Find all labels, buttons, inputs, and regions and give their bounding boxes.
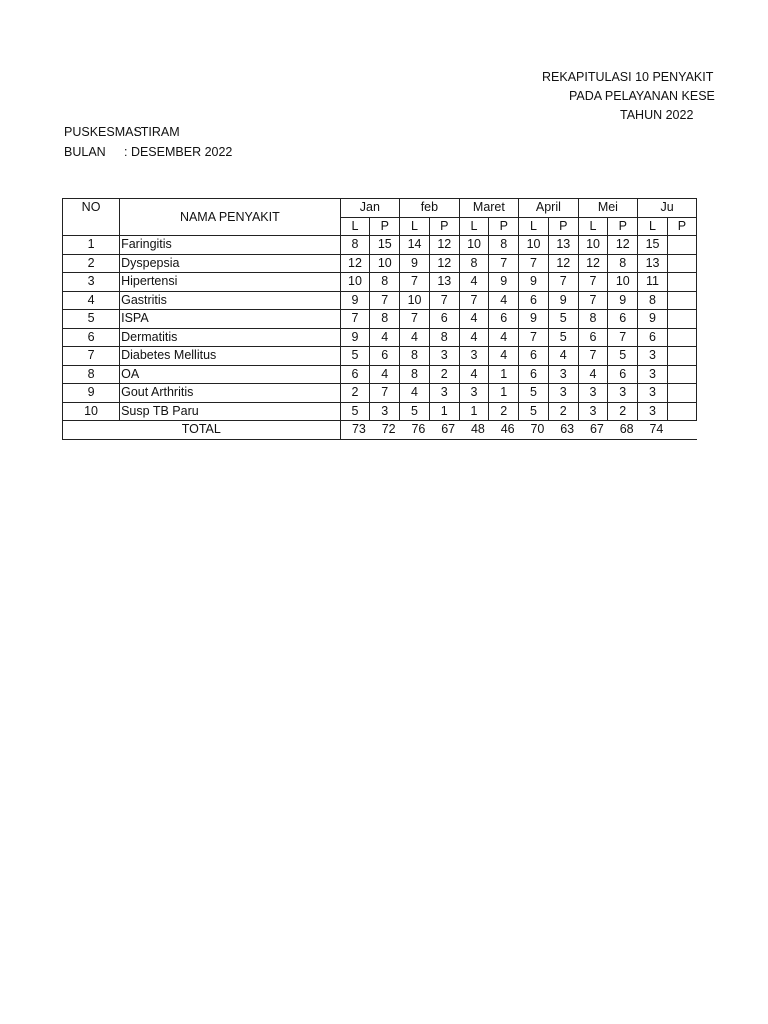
disease-name: OA [120, 365, 341, 384]
bulan-label: BULAN [64, 145, 106, 159]
case-count-cell: 6 [429, 310, 459, 329]
case-count-cell: 1 [489, 384, 519, 403]
case-count-cell [667, 236, 696, 255]
disease-name: Hipertensi [120, 273, 341, 292]
table-row [63, 402, 697, 421]
disease-recap-table [62, 198, 697, 440]
total-value: 73 [340, 421, 370, 440]
case-count-cell: 8 [370, 310, 400, 329]
case-count-cell: 9 [548, 291, 578, 310]
case-count-cell: 9 [489, 273, 519, 292]
case-count-cell: 2 [548, 402, 578, 421]
case-count-cell: 6 [638, 328, 668, 347]
case-count-cell [667, 402, 696, 421]
disease-name: Dermatitis [120, 328, 341, 347]
table-row [63, 365, 697, 384]
bulan-row [64, 145, 232, 159]
case-count-cell: 13 [548, 236, 578, 255]
sub-header-l: L [400, 217, 430, 236]
case-count-cell: 12 [578, 254, 608, 273]
row-number: 1 [63, 236, 120, 255]
row-number: 6 [63, 328, 120, 347]
row-number: 4 [63, 291, 120, 310]
case-count-cell: 3 [459, 347, 489, 366]
case-count-cell: 3 [459, 384, 489, 403]
case-count-cell: 15 [638, 236, 668, 255]
case-count-cell: 3 [370, 402, 400, 421]
case-count-cell: 6 [489, 310, 519, 329]
case-count-cell: 6 [370, 347, 400, 366]
case-count-cell: 2 [608, 402, 638, 421]
disease-name: Susp TB Paru [120, 402, 341, 421]
case-count-cell: 8 [340, 236, 370, 255]
case-count-cell [667, 291, 696, 310]
total-row [63, 421, 697, 440]
case-count-cell: 7 [548, 273, 578, 292]
case-count-cell: 7 [429, 291, 459, 310]
row-number: 10 [63, 402, 120, 421]
total-value: 72 [370, 421, 400, 440]
disease-name: ISPA [120, 310, 341, 329]
total-value: 48 [459, 421, 489, 440]
case-count-cell [667, 310, 696, 329]
case-count-cell: 9 [519, 310, 549, 329]
case-count-cell [667, 254, 696, 273]
case-count-cell: 4 [370, 365, 400, 384]
case-count-cell: 3 [638, 347, 668, 366]
row-number: 5 [63, 310, 120, 329]
case-count-cell: 7 [400, 273, 430, 292]
case-count-cell: 5 [519, 384, 549, 403]
case-count-cell [667, 328, 696, 347]
row-number: 2 [63, 254, 120, 273]
month-header: feb [400, 199, 460, 218]
case-count-cell: 4 [459, 365, 489, 384]
sub-header-p: P [489, 217, 519, 236]
table-row [63, 310, 697, 329]
table-row [63, 236, 697, 255]
disease-name: Faringitis [120, 236, 341, 255]
case-count-cell: 12 [429, 254, 459, 273]
case-count-cell: 9 [340, 328, 370, 347]
case-count-cell: 7 [578, 273, 608, 292]
puskesmas-row [64, 125, 180, 139]
total-value: 63 [548, 421, 578, 440]
total-value: 67 [578, 421, 608, 440]
disease-name: Gastritis [120, 291, 341, 310]
case-count-cell: 6 [608, 365, 638, 384]
case-count-cell [667, 347, 696, 366]
sub-header-l: L [459, 217, 489, 236]
case-count-cell: 7 [370, 384, 400, 403]
total-value: 70 [519, 421, 549, 440]
total-value [667, 421, 696, 440]
case-count-cell: 3 [638, 402, 668, 421]
case-count-cell: 10 [519, 236, 549, 255]
column-header-name: NAMA PENYAKIT [120, 199, 341, 236]
case-count-cell: 7 [519, 254, 549, 273]
case-count-cell: 6 [578, 328, 608, 347]
disease-name: Gout Arthritis [120, 384, 341, 403]
case-count-cell: 1 [489, 365, 519, 384]
case-count-cell: 3 [608, 384, 638, 403]
case-count-cell: 4 [459, 328, 489, 347]
case-count-cell: 8 [400, 347, 430, 366]
total-value: 68 [608, 421, 638, 440]
case-count-cell: 12 [340, 254, 370, 273]
puskesmas-value: : TIRAM [134, 125, 180, 139]
case-count-cell: 3 [638, 365, 668, 384]
month-header: Mei [578, 199, 638, 218]
case-count-cell: 10 [400, 291, 430, 310]
sub-header-l: L [340, 217, 370, 236]
case-count-cell: 10 [608, 273, 638, 292]
sub-header-l: L [519, 217, 549, 236]
case-count-cell: 5 [400, 402, 430, 421]
case-count-cell: 7 [400, 310, 430, 329]
sub-header-p: P [370, 217, 400, 236]
sub-header-p: P [667, 217, 696, 236]
sub-header-p: P [548, 217, 578, 236]
case-count-cell: 9 [638, 310, 668, 329]
table-viewport [62, 198, 697, 440]
case-count-cell: 3 [578, 384, 608, 403]
case-count-cell: 5 [608, 347, 638, 366]
case-count-cell: 8 [608, 254, 638, 273]
case-count-cell: 3 [548, 384, 578, 403]
month-header: Jan [340, 199, 400, 218]
case-count-cell: 2 [340, 384, 370, 403]
case-count-cell: 11 [638, 273, 668, 292]
case-count-cell: 15 [370, 236, 400, 255]
case-count-cell [667, 365, 696, 384]
case-count-cell: 10 [459, 236, 489, 255]
case-count-cell: 7 [608, 328, 638, 347]
case-count-cell: 6 [519, 291, 549, 310]
case-count-cell: 4 [459, 273, 489, 292]
case-count-cell: 9 [519, 273, 549, 292]
case-count-cell: 7 [340, 310, 370, 329]
case-count-cell: 8 [429, 328, 459, 347]
case-count-cell: 4 [489, 328, 519, 347]
table-row [63, 347, 697, 366]
case-count-cell: 4 [400, 328, 430, 347]
case-count-cell: 4 [489, 347, 519, 366]
case-count-cell: 4 [548, 347, 578, 366]
disease-name: Diabetes Mellitus [120, 347, 341, 366]
total-label: TOTAL [63, 421, 341, 440]
puskesmas-label: PUSKESMAS [64, 125, 142, 139]
case-count-cell: 2 [489, 402, 519, 421]
case-count-cell: 4 [459, 310, 489, 329]
case-count-cell: 4 [370, 328, 400, 347]
case-count-cell: 7 [578, 291, 608, 310]
case-count-cell: 13 [429, 273, 459, 292]
total-value: 46 [489, 421, 519, 440]
month-header: April [519, 199, 579, 218]
table-row [63, 254, 697, 273]
case-count-cell: 5 [519, 402, 549, 421]
case-count-cell: 6 [519, 365, 549, 384]
table-row [63, 273, 697, 292]
case-count-cell: 13 [638, 254, 668, 273]
case-count-cell: 3 [638, 384, 668, 403]
case-count-cell [667, 273, 696, 292]
case-count-cell: 8 [400, 365, 430, 384]
case-count-cell: 7 [489, 254, 519, 273]
row-number: 7 [63, 347, 120, 366]
header-row-months [63, 199, 697, 218]
case-count-cell: 10 [370, 254, 400, 273]
case-count-cell [667, 384, 696, 403]
case-count-cell: 9 [608, 291, 638, 310]
case-count-cell: 12 [429, 236, 459, 255]
case-count-cell: 14 [400, 236, 430, 255]
sub-header-p: P [429, 217, 459, 236]
case-count-cell: 3 [548, 365, 578, 384]
row-number: 9 [63, 384, 120, 403]
case-count-cell: 6 [608, 310, 638, 329]
case-count-cell: 8 [578, 310, 608, 329]
case-count-cell: 8 [459, 254, 489, 273]
case-count-cell: 5 [548, 328, 578, 347]
disease-name: Dyspepsia [120, 254, 341, 273]
report-title-year: TAHUN 2022 [620, 108, 694, 122]
case-count-cell: 9 [340, 291, 370, 310]
total-value: 74 [638, 421, 668, 440]
case-count-cell: 8 [489, 236, 519, 255]
row-number: 8 [63, 365, 120, 384]
case-count-cell: 7 [519, 328, 549, 347]
case-count-cell: 2 [429, 365, 459, 384]
case-count-cell: 1 [429, 402, 459, 421]
table-row [63, 384, 697, 403]
month-header: Ju [638, 199, 697, 218]
total-value: 67 [429, 421, 459, 440]
sub-header-l: L [638, 217, 668, 236]
case-count-cell: 7 [459, 291, 489, 310]
case-count-cell: 8 [370, 273, 400, 292]
case-count-cell: 5 [548, 310, 578, 329]
month-header: Maret [459, 199, 519, 218]
case-count-cell: 10 [578, 236, 608, 255]
report-title-line-1: REKAPITULASI 10 PENYAKIT [542, 70, 714, 84]
table-row [63, 291, 697, 310]
case-count-cell: 4 [400, 384, 430, 403]
case-count-cell: 10 [340, 273, 370, 292]
case-count-cell: 7 [370, 291, 400, 310]
case-count-cell: 7 [578, 347, 608, 366]
case-count-cell: 3 [429, 347, 459, 366]
total-value: 76 [400, 421, 430, 440]
bulan-value: : DESEMBER 2022 [124, 145, 233, 159]
case-count-cell: 5 [340, 402, 370, 421]
case-count-cell: 3 [429, 384, 459, 403]
case-count-cell: 9 [400, 254, 430, 273]
sub-header-l: L [578, 217, 608, 236]
case-count-cell: 12 [548, 254, 578, 273]
column-header-no: NO [63, 199, 120, 236]
table-row [63, 328, 697, 347]
case-count-cell: 4 [489, 291, 519, 310]
case-count-cell: 4 [578, 365, 608, 384]
case-count-cell: 1 [459, 402, 489, 421]
sub-header-p: P [608, 217, 638, 236]
report-title-line-2: PADA PELAYANAN KESE [569, 89, 715, 103]
case-count-cell: 3 [578, 402, 608, 421]
case-count-cell: 12 [608, 236, 638, 255]
row-number: 3 [63, 273, 120, 292]
case-count-cell: 5 [340, 347, 370, 366]
case-count-cell: 6 [340, 365, 370, 384]
case-count-cell: 6 [519, 347, 549, 366]
case-count-cell: 8 [638, 291, 668, 310]
